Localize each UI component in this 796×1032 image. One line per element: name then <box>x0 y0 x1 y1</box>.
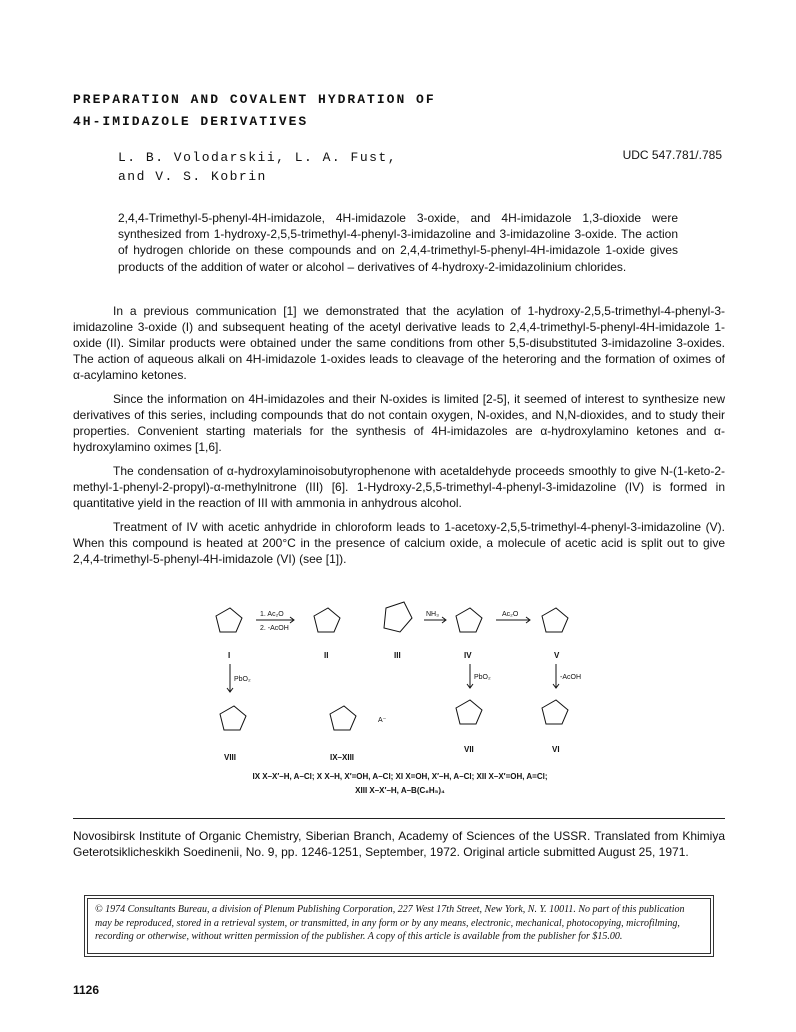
reagent-nh3: NH₃ <box>426 611 439 618</box>
scheme-caption <box>190 770 610 798</box>
title-line-2: 4H-IMIDAZOLE DERIVATIVES <box>73 114 309 129</box>
paragraph-1: In a previous communication [1] we demonstrated that the acylation of 1-hydroxy-2,5,5-trimethyl-4-phenyl-3-imidazoline 3-oxide (I) and subsequent heating of the acetyl derivative leads to 2,4,4-trimethyl-5-phenyl-4H-imidazole 1-oxide (II). Similar products were obtained under the same conditions from other 5,5-disubstituted 3-imidazoline 3-oxides. The action of aqueous alkali on 4H-imidazole 1-oxides leads to cleavage of the heteroring and the formation of oximes of α-acylamino ketones. <box>73 304 725 382</box>
affiliation-note: Novosibirsk Institute of Organic Chemistry, Siberian Branch, Academy of Sciences of the USSR. Translated from Khimiya Geterotsiklicheskikh Soedinenii, No. 9, pp. 1246-1251, September, 1972. Original article submitted August 25, 1971. <box>73 829 725 859</box>
reagent-pbo2-a: PbO₂ <box>234 676 251 683</box>
label-III: III <box>394 651 401 660</box>
reagent-pbo2-b: PbO₂ <box>474 674 491 681</box>
structure-IX-XIII <box>330 706 356 730</box>
reagent-ac2o-2: Ac₂O <box>502 611 519 618</box>
authors-line-2: and V. S. Kobrin <box>118 169 267 184</box>
paragraph-2: Since the information on 4H-imidazoles and their N-oxides is limited [2-5], it seemed of interest to synthesize new derivatives of this series, including compounds that do not contain oxygen, N-oxides, and N,N-dioxides, and to study their properties. Convenient starting materials for the synthesis of 4H-imidazoles are α-hydroxylamino ketones and α-hydroxylamino oximes [1,6]. <box>73 392 725 454</box>
reagent-acoh-2: -AcOH <box>560 674 581 681</box>
label-V: V <box>554 651 560 660</box>
anion-label: A⁻ <box>378 717 387 724</box>
structure-VII <box>456 700 482 724</box>
udc-code: UDC 547.781/.785 <box>622 148 722 162</box>
page-number: 1126 <box>73 983 100 997</box>
footer-divider <box>73 818 725 819</box>
structure-I <box>216 608 242 632</box>
structure-III <box>384 602 412 632</box>
label-I: I <box>228 651 231 660</box>
copyright-box <box>84 895 714 957</box>
structure-V <box>542 608 568 632</box>
structure-VIII <box>220 706 246 730</box>
paragraph-4: Treatment of IV with acetic anhydride in chloroform leads to 1-acetoxy-2,5,5-trimethyl-4-phenyl-3-imidazoline (V). When this compound is heated at 200°C in the presence of calcium oxide, a molecule of acetic acid is split out to give 2,4,4-trimethyl-5-phenyl-4H-imidazole (VI) (see [1]). <box>73 520 725 566</box>
structure-IV <box>456 608 482 632</box>
title-line-1: PREPARATION AND COVALENT HYDRATION OF <box>73 92 436 107</box>
authors <box>118 148 397 186</box>
structure-II <box>314 608 340 632</box>
structure-VI <box>542 700 568 724</box>
authors-line-1: L. B. Volodarskii, L. A. Fust, <box>118 150 398 165</box>
copyright-text: © 1974 Consultants Bureau, a division of Plenum Publishing Corporation, 227 West 17th Street, New York, N. Y. 10011. No part of this publication may be reproduced, stored in a retrieval system, or transmitted, in any form or by any means, electronic, mechanical, photocopying, microfilming, recording or otherwise, without written permission of the publisher. A copy of this article is available from the publisher for $15.00. <box>95 904 685 942</box>
reagent-ac2o-1: 1. Ac₂O <box>260 611 284 618</box>
article-body <box>73 303 725 575</box>
reagent-acoh-1: 2. -AcOH <box>260 625 289 632</box>
caption-line-2: XIII X–X′–H, A–B(C₆H₅)₄ <box>355 786 445 795</box>
label-VIII: VIII <box>224 753 237 762</box>
label-VI: VI <box>552 745 560 754</box>
paragraph-3: The condensation of α-hydroxylaminoisobutyrophenone with acetaldehyde proceeds smoothly to give N-(1-keto-2-methyl-1-phenyl-2-propyl)-α-methylnitrone (III) [6]. 1-Hydroxy-2,5,5-trimethyl-4-phenyl-3-imidazoline (IV) is formed in quantitative yield in the reaction of III with ammonia in anhydrous alcohol. <box>73 464 725 510</box>
abstract: 2,4,4-Trimethyl-5-phenyl-4H-imidazole, 4H-imidazole 3-oxide, and 4H-imidazole 1,3-dioxide were synthesized from 1-hydroxy-2,5,5-trimethyl-4-phenyl-3-imidazoline and 3-imidazoline 3-oxide. The action of hydrogen chloride on these compounds and on 2,4,4-trimethyl-5-phenyl-4H-imidazole 1-oxide gives products of the addition of water or alcohol – derivatives of 4-hydroxy-2-imidazolinium chlorides. <box>118 211 678 274</box>
label-VII: VII <box>464 745 474 754</box>
label-II: II <box>324 651 329 660</box>
label-IV: IV <box>464 651 472 660</box>
label-IX-XIII: IX–XIII <box>330 753 355 762</box>
caption-line-1: IX X–X′–H, A–Cl; X X–H, X′=OH, A–Cl; XI X=OH, X′–H, A–Cl; XII X–X′=OH, A=Cl; <box>252 772 548 781</box>
